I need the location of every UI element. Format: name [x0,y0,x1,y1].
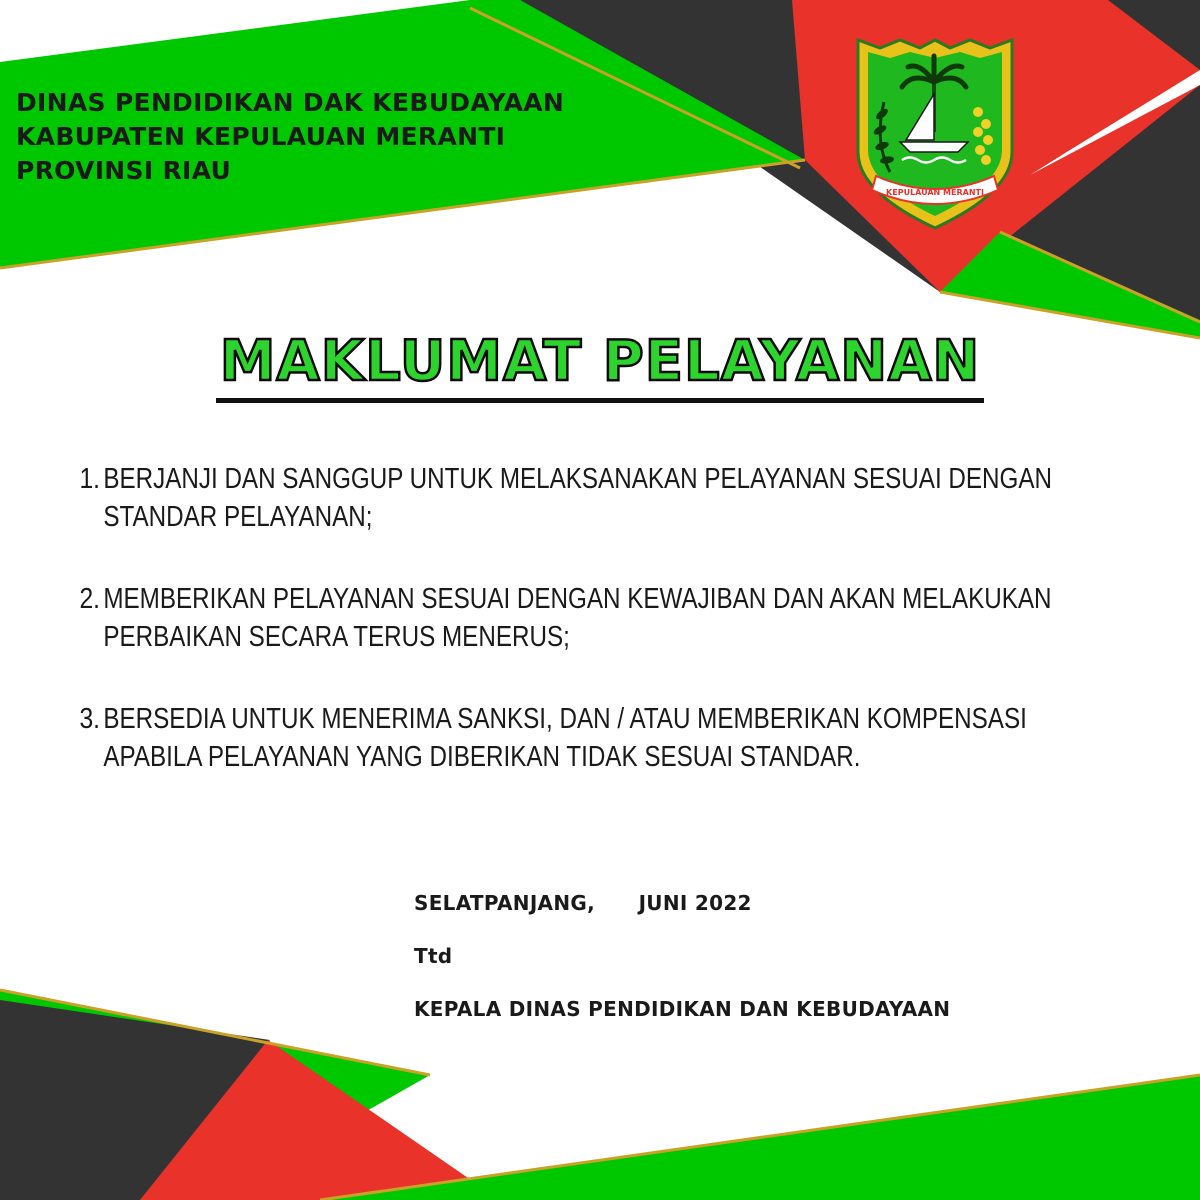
org-line: PROVINSI RIAU [16,156,232,185]
org-line: DINAS PENDIDIKAN DAK KEBUDAYAAN [16,88,565,117]
point-number: 2. [79,583,100,615]
point-line: PERBAIKAN SECARA TERUS MENERUS; [103,621,570,653]
signature-place-date: SELATPANJANG, JUNI 2022 [414,891,752,915]
kepulauan-meranti-crest-icon [850,32,1020,232]
list-item [62,580,1182,656]
points-list [62,460,1182,820]
point-text [100,700,1164,776]
org-line: KABUPATEN KEPULAUAN MERANTI [16,122,506,151]
point-number: 1. [79,463,100,495]
point-line: APABILA PELAYANAN YANG DIBERIKAN TIDAK SESUAI STANDAR. [103,741,861,773]
point-text [100,580,1164,656]
point-line: BERSEDIA UNTUK MENERIMA SANKSI, DAN / ATAU MEMBERIKAN KOMPENSASI [103,703,1027,735]
signature-block [414,886,1114,1045]
title-container [0,330,1200,403]
page-title: MAKLUMAT PELAYANAN [216,330,985,403]
point-line: MEMBERIKAN PELAYANAN SESUAI DENGAN KEWAJIBAN DAN AKAN MELAKUKAN [103,583,1052,615]
signature-position: KEPALA DINAS PENDIDIKAN DAN KEBUDAYAAN [414,997,951,1021]
signature-ttd: Ttd [414,944,453,968]
point-number: 3. [79,703,100,735]
point-text [100,460,1164,536]
list-item [62,700,1182,776]
list-item [62,460,1182,536]
point-line: STANDAR PELAYANAN; [103,501,373,533]
organization-header [16,86,716,188]
crest-ribbon-text: KEPULAUAN MERANTI [886,188,984,197]
point-line: BERJANJI DAN SANGGUP UNTUK MELAKSANAKAN PELAYANAN SESUAI DENGAN [103,463,1053,495]
